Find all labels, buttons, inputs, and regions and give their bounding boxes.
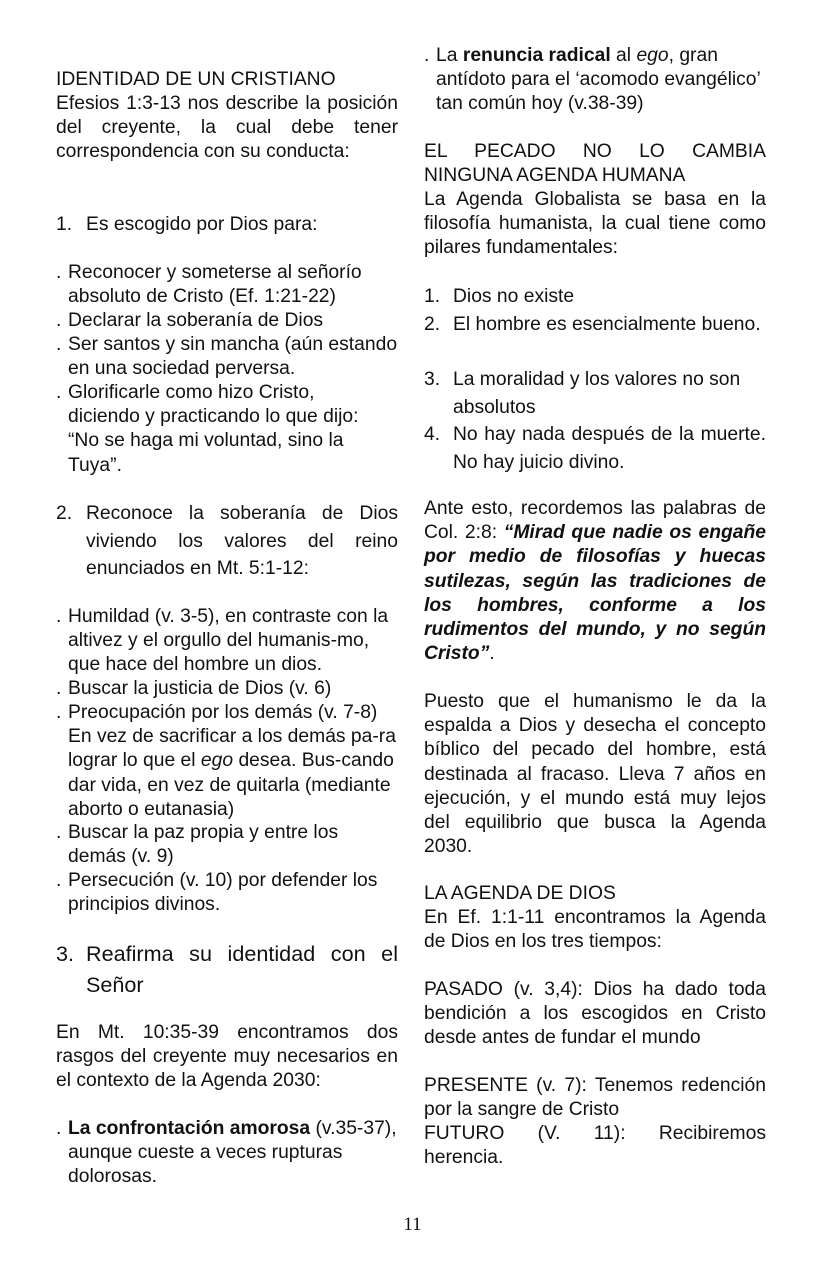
list-number: 1. (424, 286, 441, 307)
bullet-item (56, 1117, 398, 1190)
paragraph-pasado: PASADO (v. 3,4): Dios ha dado toda bendición a los escogidos en Cristo desde antes de fundar el mundo (424, 979, 766, 1049)
bullet-item (56, 869, 398, 917)
bullet-item (56, 605, 398, 678)
heading-agenda-dios: LA AGENDA DE DIOS (424, 883, 616, 904)
bullet-text: Buscar la paz propia y entre los demás (v. 9) (68, 822, 339, 868)
bullet-text: La renuncia radical al ego, gran antídoto para el ‘acomodo evangélico’ tan común hoy (v.38-39) (436, 45, 761, 115)
heading-identidad: IDENTIDAD DE UN CRISTIANO (56, 69, 336, 90)
list-number: 2. (56, 503, 73, 524)
list-number: 3. (424, 369, 441, 390)
list-item-text: No hay nada después de la muerte. No hay juicio divino. (453, 424, 766, 473)
list-item (424, 311, 766, 339)
bullet-text: Declarar la soberanía de Dios (68, 310, 324, 331)
bullet-item (56, 333, 398, 381)
list-item (424, 366, 766, 421)
paragraph-presente: PRESENTE (v. 7): Tenemos redención por la sangre de Cristo (424, 1075, 766, 1121)
heading-pecado-line2: NINGUNA AGENDA HUMANA (424, 165, 686, 186)
bullet-dot: . (424, 45, 430, 66)
bullet-dot: . (56, 382, 62, 403)
bullet-item (56, 701, 398, 822)
bullet-dot: . (56, 870, 62, 891)
bullet-dot: . (56, 334, 62, 355)
bullet-text: Ser santos y sin mancha (aún estando en una sociedad perversa. (68, 334, 398, 380)
list-item-text: La moralidad y los valores no son absolutos (453, 369, 741, 418)
list-number: 4. (424, 424, 441, 445)
bullet-dot: . (56, 606, 62, 627)
bullet-text: Reconocer y someterse al señorío absoluto de Cristo (Ef. 1:21-22) (68, 262, 362, 308)
bullet-item (56, 261, 398, 309)
list-number: 1. (56, 214, 73, 235)
list-item-2 (56, 500, 398, 583)
paragraph-efesios-agenda: En Ef. 1:1-11 encontramos la Agenda de Dios en los tres tiempos: (424, 907, 766, 953)
list-item-3 (56, 938, 398, 1000)
list-item-text: Es escogido por Dios para: (86, 214, 318, 235)
bullet-item (56, 381, 398, 478)
bullet-item (56, 677, 398, 701)
list-item-text: El hombre es esencialmente bueno. (453, 314, 761, 335)
bullet-text: Persecución (v. 10) por defender los principios divinos. (68, 870, 378, 916)
bullet-text: La confrontación amorosa (v.35-37), aunque cueste a veces rupturas dolorosas. (68, 1118, 397, 1188)
bullet-dot: . (56, 822, 62, 843)
list-item-text: Reconoce la soberanía de Dios viviendo los valores del reino enunciados en Mt. 5:1-12: (86, 503, 398, 579)
list-number: 2. (424, 314, 441, 335)
paragraph-efesios: Efesios 1:3-13 nos describe la posición del creyente, la cual debe tener correspondencia con su conducta: (56, 93, 398, 163)
bullet-text: Glorificarle como hizo Cristo, diciendo y practicando lo que dijo: “No se haga mi voluntad, sino la Tuya”. (68, 382, 359, 476)
bullet-item (56, 821, 398, 869)
bullet-dot: . (56, 1118, 62, 1139)
bullet-item (424, 44, 766, 117)
paragraph-mateo: En Mt. 10:35-39 encontramos dos rasgos del creyente muy necesarios en el contexto de la Agenda 2030: (56, 1022, 398, 1092)
bullet-text: Preocupación por los demás (v. 7-8) En vez de sacrificar a los demás pa-ra lograr lo que el ego desea. Bus-cando dar vida, en vez de quitarla (mediante aborto o eutanasia) (68, 702, 396, 820)
list-number: 3. (56, 941, 75, 966)
bullet-text: Buscar la justicia de Dios (v. 6) (68, 678, 332, 699)
list-item (424, 421, 766, 476)
bullet-dot: . (56, 678, 62, 699)
bullet-dot: . (56, 310, 62, 331)
list-item-1 (56, 213, 398, 237)
heading-pecado-line1: EL PECADO NO LO CAMBIA (424, 141, 766, 162)
paragraph-futuro: FUTURO (V. 11): Recibiremos herencia. (424, 1123, 766, 1169)
bullet-dot: . (56, 702, 62, 723)
list-item (424, 283, 766, 311)
paragraph-agenda-globalista: La Agenda Globalista se basa en la filosofía humanista, la cual tiene como pilares fundamentales: (424, 189, 766, 259)
bullet-dot: . (56, 262, 62, 283)
paragraph-colosenses: Ante esto, recordemos las palabras de Col. 2:8: “Mirad que nadie os engañe por medio de filosofías y huecas sutilezas, según las tradiciones de los hombres, conforme a los rudimentos del mundo, y no según Cristo”. (424, 498, 766, 665)
list-item-text: Dios no existe (453, 286, 575, 307)
bullet-item (56, 309, 398, 333)
page-number: 11 (403, 1214, 422, 1235)
bullet-text: Humildad (v. 3-5), en contraste con la altivez y el orgullo del humanis-mo, que hace del hombre un dios. (68, 606, 389, 676)
list-item-text: Reafirma su identidad con el Señor (86, 941, 398, 997)
paragraph-humanismo: Puesto que el humanismo le da la espalda a Dios y desecha el concepto bíblico del pecado del hombre, está destinada al fracaso. Lleva 7 años en ejecución, y el mundo está muy lejos del equilibrio que busca la Agenda 2030. (424, 691, 766, 858)
